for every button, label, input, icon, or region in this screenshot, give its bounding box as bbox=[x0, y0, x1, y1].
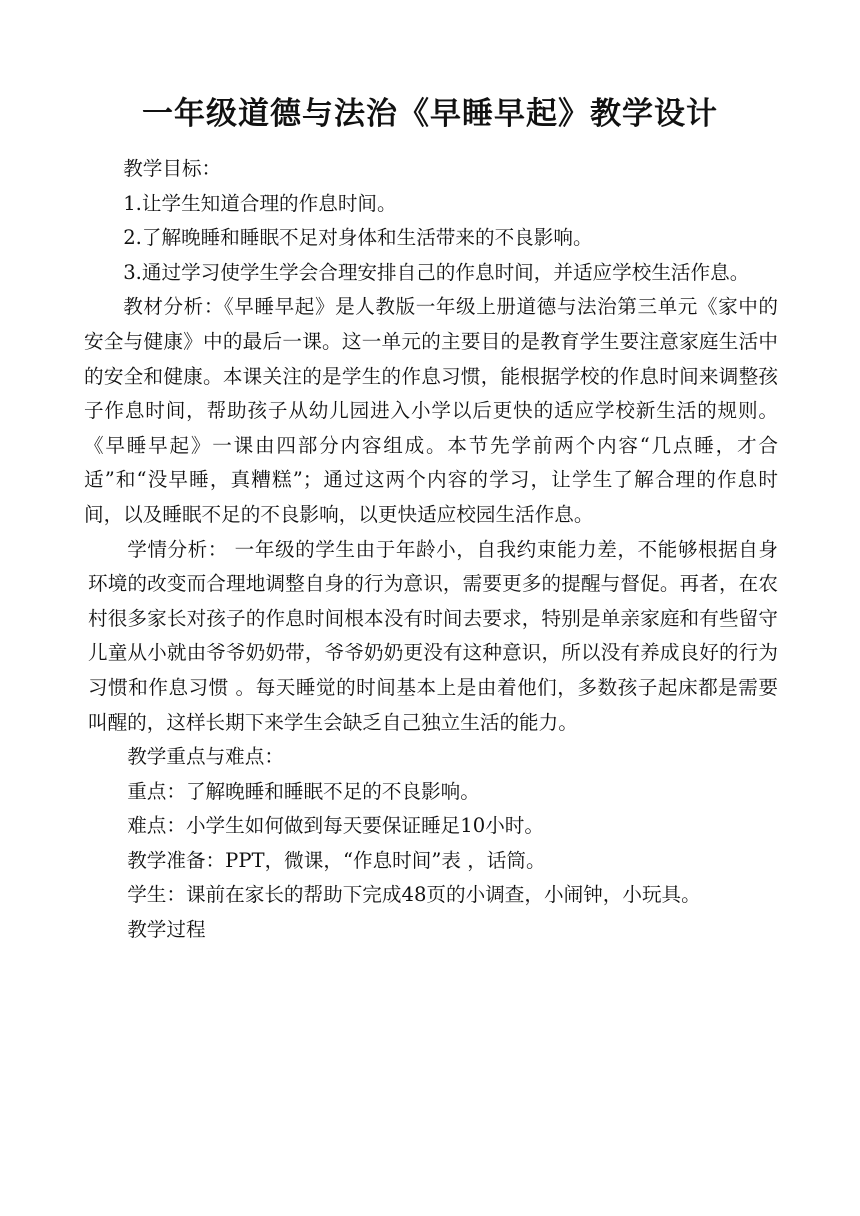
document-title: 一年级道德与法治《早睡早起》教学设计 bbox=[142, 96, 718, 132]
difficult-point-paragraph: 难点：小学生如何做到每天要保证睡足10小时。 bbox=[127, 814, 544, 838]
student-analysis-paragraph: 学情分析： 一年级的学生由于年龄小，自我约束能力差，不能够根据自身环境的改变而合理地调整自身的行为意识，需要更多的提醒与督促。再者，在农村很多家长对孩子的作息时间根本没有时间去要求，特别是单亲家庭和有些留守儿童从小就由爷爷奶奶带，爷爷奶奶更没有这种意识，所以没有养成良好的行为习惯和作息习惯 。每天睡觉的时间基本上是由着他们，多数孩子起床都是需要叫醒的，这样长期下来学生会缺乏自己独立生活的能力。 bbox=[88, 537, 778, 734]
material-analysis-paragraph: 教材分析：《早睡早起》是人教版一年级上册道德与法治第三单元《家中的安全与健康》中的最后一课。这一单元的主要目的是教育学生要注意家庭生活中的安全和健康。本课关注的是学生的作息习惯，能根据学校的作息时间来调整孩子作息时间，帮助孩子从幼儿园进入小学以后更快的适应学校新生活的规则。《早睡早起》一课由四部分内容组成。本节先学前两个内容“几点睡，才合适”和“没早睡，真糟糕”；通过这两个内容的学习，让学生了解合理的作息时间，以及睡眠不足的不良影响，以更快适应校园生活作息。 bbox=[84, 295, 778, 526]
key-points-label: 教学重点与难点： bbox=[127, 745, 284, 769]
goal-item-2: 2.了解晚睡和睡眠不足对身体和生活带来的不良影响。 bbox=[123, 226, 593, 250]
goal-item-1: 1.让学生知道合理的作息时间。 bbox=[123, 191, 397, 215]
document-body bbox=[84, 152, 778, 948]
goal-item-3: 3.通过学习使学生学会合理安排自己的作息时间，并适应学校生活作息。 bbox=[123, 260, 750, 284]
teaching-goals-label: 教学目标： bbox=[123, 157, 222, 180]
teaching-process-label: 教学过程 bbox=[127, 918, 206, 942]
teaching-preparation-paragraph: 教学准备：PPT，微课，“作息时间”表 ，话筒。 bbox=[127, 848, 546, 872]
student-preparation-paragraph: 学生：课前在家长的帮助下完成48页的小调查，小闹钟，小玩具。 bbox=[127, 883, 701, 907]
key-point-paragraph: 重点：了解晚睡和睡眠不足的不良影响。 bbox=[127, 779, 480, 803]
